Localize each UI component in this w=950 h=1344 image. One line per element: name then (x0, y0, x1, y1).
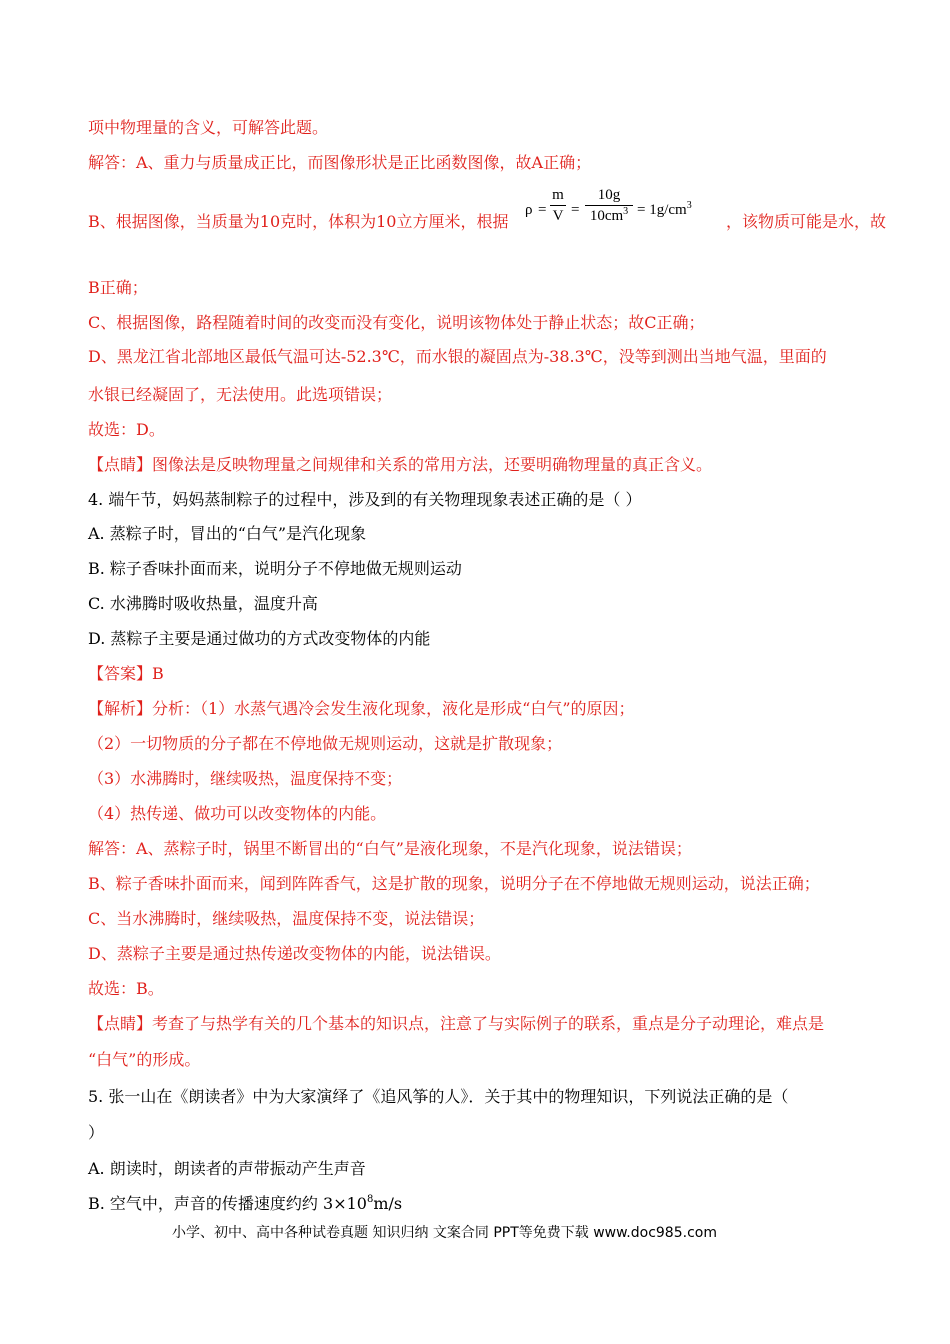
text-line: B正确； (88, 278, 148, 297)
answer-line: 【答案】B (88, 664, 164, 683)
option-d: D. 蒸粽子主要是通过做功的方式改变物体的内能 (88, 629, 431, 648)
text-line: 故选：D。 (88, 420, 165, 439)
text-line: （4）热传递、做功可以改变物体的内能。 (88, 804, 387, 823)
text-line: 解答：A、重力与质量成正比，而图像形状是正比函数图像，故A正确； (88, 153, 592, 172)
text-line: B、粽子香味扑面而来，闻到阵阵香气，这是扩散的现象，说明分子在不停地做无规则运动，说法正确； (88, 874, 820, 893)
option-a: A. 蒸粽子时，冒出的“白气”是汽化现象 (88, 524, 367, 543)
text-line: ，该物质可能是水，故 (726, 212, 887, 231)
text-line: 水银已经凝固了，无法使用。此选项错误； (88, 385, 393, 404)
text-line: 【解析】分析：（1）水蒸气遇冷会发生液化现象，液化是形成“白气”的原因； (88, 699, 635, 718)
text-line: 【点睛】考查了与热学有关的几个基本的知识点，注意了与实际例子的联系，重点是分子动理论，难点是 (88, 1014, 825, 1033)
text-line: “白气”的形成。 (88, 1050, 201, 1069)
text-line: C、根据图像，路程随着时间的改变而没有变化，说明该物体处于静止状态；故C正确； (88, 313, 705, 332)
equals-sign: = (538, 202, 547, 218)
numerator: m (552, 187, 564, 203)
text-line: D、蒸粽子主要是通过热传递改变物体的内能，说法错误。 (88, 944, 501, 963)
text-line: 项中物理量的含义，可解答此题。 (88, 118, 329, 137)
text-line: 【点睛】图像法是反映物理量之间规律和关系的常用方法，还要明确物理量的真正含义。 (88, 455, 713, 474)
footer-text: 小学、初中、高中各种试卷真题 知识归纳 文案合同 PPT等免费下载 www.doc985.com (172, 1225, 717, 1241)
text-line: C、当水沸腾时，继续吸热，温度保持不变，说法错误； (88, 909, 485, 928)
numerator: 10g (597, 187, 621, 203)
result: = $1g/cm^3$ (637, 200, 692, 218)
option-b: B. 粽子香味扑面而来，说明分子不停地做无规则运动 (88, 559, 462, 578)
text-line: 故选：B。 (88, 979, 164, 998)
text-line: D、黑龙江省北部地区最低气温可达-52.3℃，而水银的凝固点为-38.3℃，没等到测出当地气温，里面的 (88, 347, 827, 366)
text-line: （2）一切物质的分子都在不停地做无规则运动，这就是扩散现象； (88, 734, 563, 753)
question-stem-cont: ） (88, 1123, 105, 1142)
option-a: A. 朗读时，朗读者的声带振动产生声音 (88, 1159, 366, 1178)
question-stem: 4. 端午节，妈妈蒸制粽子的过程中，涉及到的有关物理现象表述正确的是（ ） (88, 490, 642, 509)
option-c: C. 水沸腾时吸收热量，温度升高 (88, 594, 318, 613)
text-line: 解答：A、蒸粽子时，锅里不断冒出的“白气”是液化现象，不是汽化现象，说法错误； (88, 839, 692, 858)
option-b: B. 空气中，声音的传播速度约约 $3\times 10^8m/s$ (88, 1194, 403, 1213)
density-formula (525, 186, 720, 236)
text-line (88, 211, 508, 233)
denominator: V (552, 208, 564, 224)
rho-symbol: ρ (525, 202, 533, 218)
denominator: $10cm^3$ (589, 206, 629, 224)
question-stem: 5. 张一山在《朗读者》中为大家演绎了《追风筝的人》．关于其中的物理知识，下列说法正确的是（ (88, 1087, 789, 1106)
equals-sign: = (571, 202, 580, 218)
text-segment: B、根据图像，当质量为10克时，体积为10立方厘米，根据 (88, 212, 509, 231)
fraction-values (585, 186, 633, 225)
text-line: （3）水沸腾时，继续吸热，温度保持不变； (88, 769, 403, 788)
fraction-m-v (550, 186, 566, 225)
fraction-bar (550, 205, 566, 206)
